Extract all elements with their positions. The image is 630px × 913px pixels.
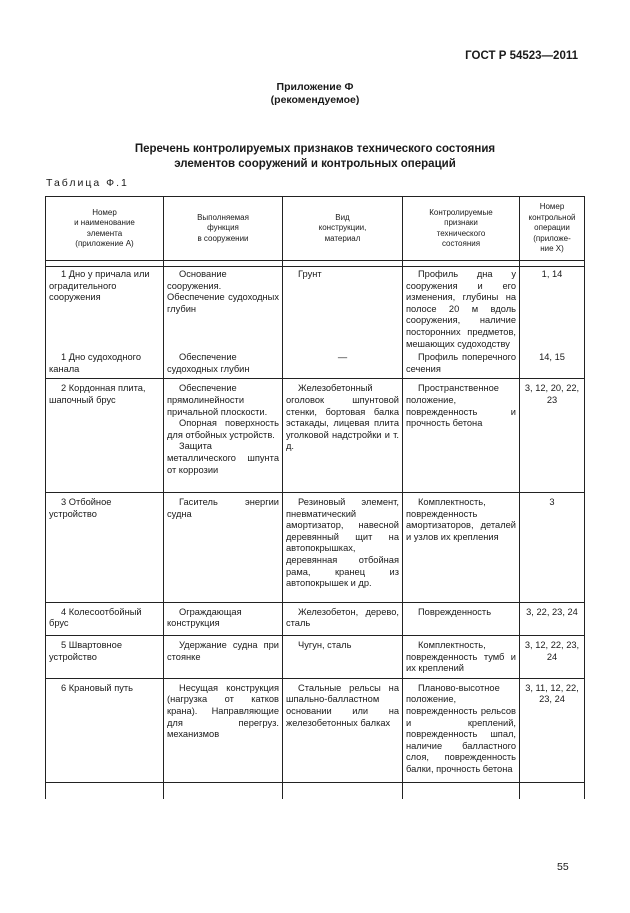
cell-material: Железобетон, дерево, сталь	[283, 602, 403, 635]
page-number: 55	[557, 861, 569, 873]
cell-signs: Поврежденность	[403, 602, 520, 635]
header-function	[164, 197, 283, 261]
table-header-row	[46, 197, 585, 261]
header-line: состояния	[441, 239, 481, 248]
cell-operations: 14, 15	[520, 350, 585, 379]
appendix-title: Приложение Ф	[276, 81, 354, 93]
cell-material: Грунт	[283, 267, 403, 351]
header-line: элемента	[86, 228, 123, 238]
cell-element: 1 Дно судоходного канала	[46, 350, 164, 379]
header-line: операции	[534, 223, 570, 233]
header-line: (приложение А)	[75, 239, 134, 248]
header-signs	[403, 197, 520, 261]
cell-signs: Профиль дна у сооружения и его изменения, глубины на полосе 20 м вдоль сооружения, наличие посторонних предметов, мешающих судоходству	[403, 267, 520, 351]
cell-element: 1 Дно у причала или оградительного сооружения	[46, 267, 164, 351]
appendix-heading	[0, 81, 630, 107]
cell-material: Железобетонный оголовок шпунтовой стенки, бортовая балка эстакады, лицевая плита уголковой надстройки и т. д.	[283, 379, 403, 493]
table-row	[46, 493, 585, 603]
cell-operations: 3, 11, 12, 22, 23, 24	[520, 678, 585, 782]
function-part: Обеспечение прямолинейности причальной плоскости.	[167, 383, 268, 417]
header-line: функция	[207, 223, 239, 233]
header-element	[46, 197, 164, 261]
cell-function: Обеспечение судоходных глубин	[164, 350, 283, 379]
cell-element: 6 Крановый путь	[46, 678, 164, 782]
document-title-line-1: Перечень контролируемых признаков технического состояния	[134, 143, 496, 155]
header-line: и наименование	[74, 218, 135, 227]
header-material	[283, 197, 403, 261]
table-container	[45, 196, 584, 799]
cell-material: Чугун, сталь	[283, 636, 403, 679]
header-line: в сооружении	[197, 233, 249, 243]
standard-number: ГОСТ Р 54523—2011	[465, 50, 578, 62]
table-row	[46, 602, 585, 635]
table-row	[46, 350, 585, 379]
cell-material: —	[283, 350, 403, 379]
cell-element: 4 Колесоотбойный брус	[46, 602, 164, 635]
function-part: Защита металлического шпунта от коррозии	[167, 441, 279, 475]
header-line: Номер	[92, 207, 117, 217]
header-line: Номер	[539, 202, 565, 212]
cell-element: 3 Отбойное устройство	[46, 493, 164, 603]
header-line: конструкции,	[318, 223, 367, 233]
header-line: технического	[436, 228, 486, 238]
header-operations	[520, 197, 585, 261]
table-label: Таблица Ф.1	[46, 177, 129, 189]
cell-signs: Комплектность, поврежденность амортизаторов, деталей и узлов их крепления	[403, 493, 520, 603]
cell-operations: 3, 12, 20, 22, 23	[520, 379, 585, 493]
header-line: Контролируемые	[429, 207, 493, 217]
cell-signs: Планово-высотное положение, поврежденность рельсов и креплений, поврежденность шпал, наличие балластного слоя, поврежденность балки, прочность бетона	[403, 678, 520, 782]
cell-function	[164, 379, 283, 493]
cell-operations: 3, 12, 22, 23, 24	[520, 636, 585, 679]
cell-element: 5 Швартовное устройство	[46, 636, 164, 679]
cell-function: Гаситель энергии судна	[164, 493, 283, 603]
cell-function: Несущая конструкция (нагрузка от катков крана). Направляющие для перегруз. механизмов	[164, 678, 283, 782]
header-line: Вид	[335, 212, 350, 222]
cell-function: Удержание судна при стоянке	[164, 636, 283, 679]
cell-element: 2 Кордонная плита, шапочный брус	[46, 379, 164, 493]
header-line: ние Х)	[540, 244, 564, 254]
cell-signs: Пространственное положение, поврежденность и прочность бетона	[403, 379, 520, 493]
table-row	[46, 636, 585, 679]
header-line: Выполняемая	[197, 212, 249, 222]
cell-operations: 3, 22, 23, 24	[520, 602, 585, 635]
table-row	[46, 379, 585, 493]
header-line: признаки	[444, 218, 478, 227]
document-title-line-2: элементов сооружений и контрольных операций	[174, 158, 456, 170]
table-continuation-row	[46, 782, 585, 799]
cell-signs: Комплектность, поврежденность тумб и их креплений	[403, 636, 520, 679]
cell-operations: 3	[520, 493, 585, 603]
function-part: Опорная поверхность для отбойных устройств.	[167, 418, 279, 440]
header-line: материал	[324, 233, 361, 243]
cell-signs: Профиль поперечного сечения	[403, 350, 520, 379]
document-title	[0, 142, 630, 172]
cell-material: Стальные рельсы на шпально-балластном основании или на железобетонных балках	[283, 678, 403, 782]
header-line: контрольной	[528, 212, 576, 222]
table-row	[46, 267, 585, 351]
table-row	[46, 678, 585, 782]
cell-function: Основание сооружения. Обеспечение судоходных глубин	[164, 267, 283, 351]
cell-operations: 1, 14	[520, 267, 585, 351]
control-table	[45, 196, 585, 799]
header-line: (приложе-	[533, 233, 571, 243]
cell-material: Резиновый элемент, пневматический амортизатор, навесной деревянный щит на автопокрышках, деревянная отбойная рама, кранец из автопокрышек и др.	[283, 493, 403, 603]
appendix-note: (рекомендуемое)	[270, 94, 360, 106]
cell-function: Ограждающая конструкция	[164, 602, 283, 635]
